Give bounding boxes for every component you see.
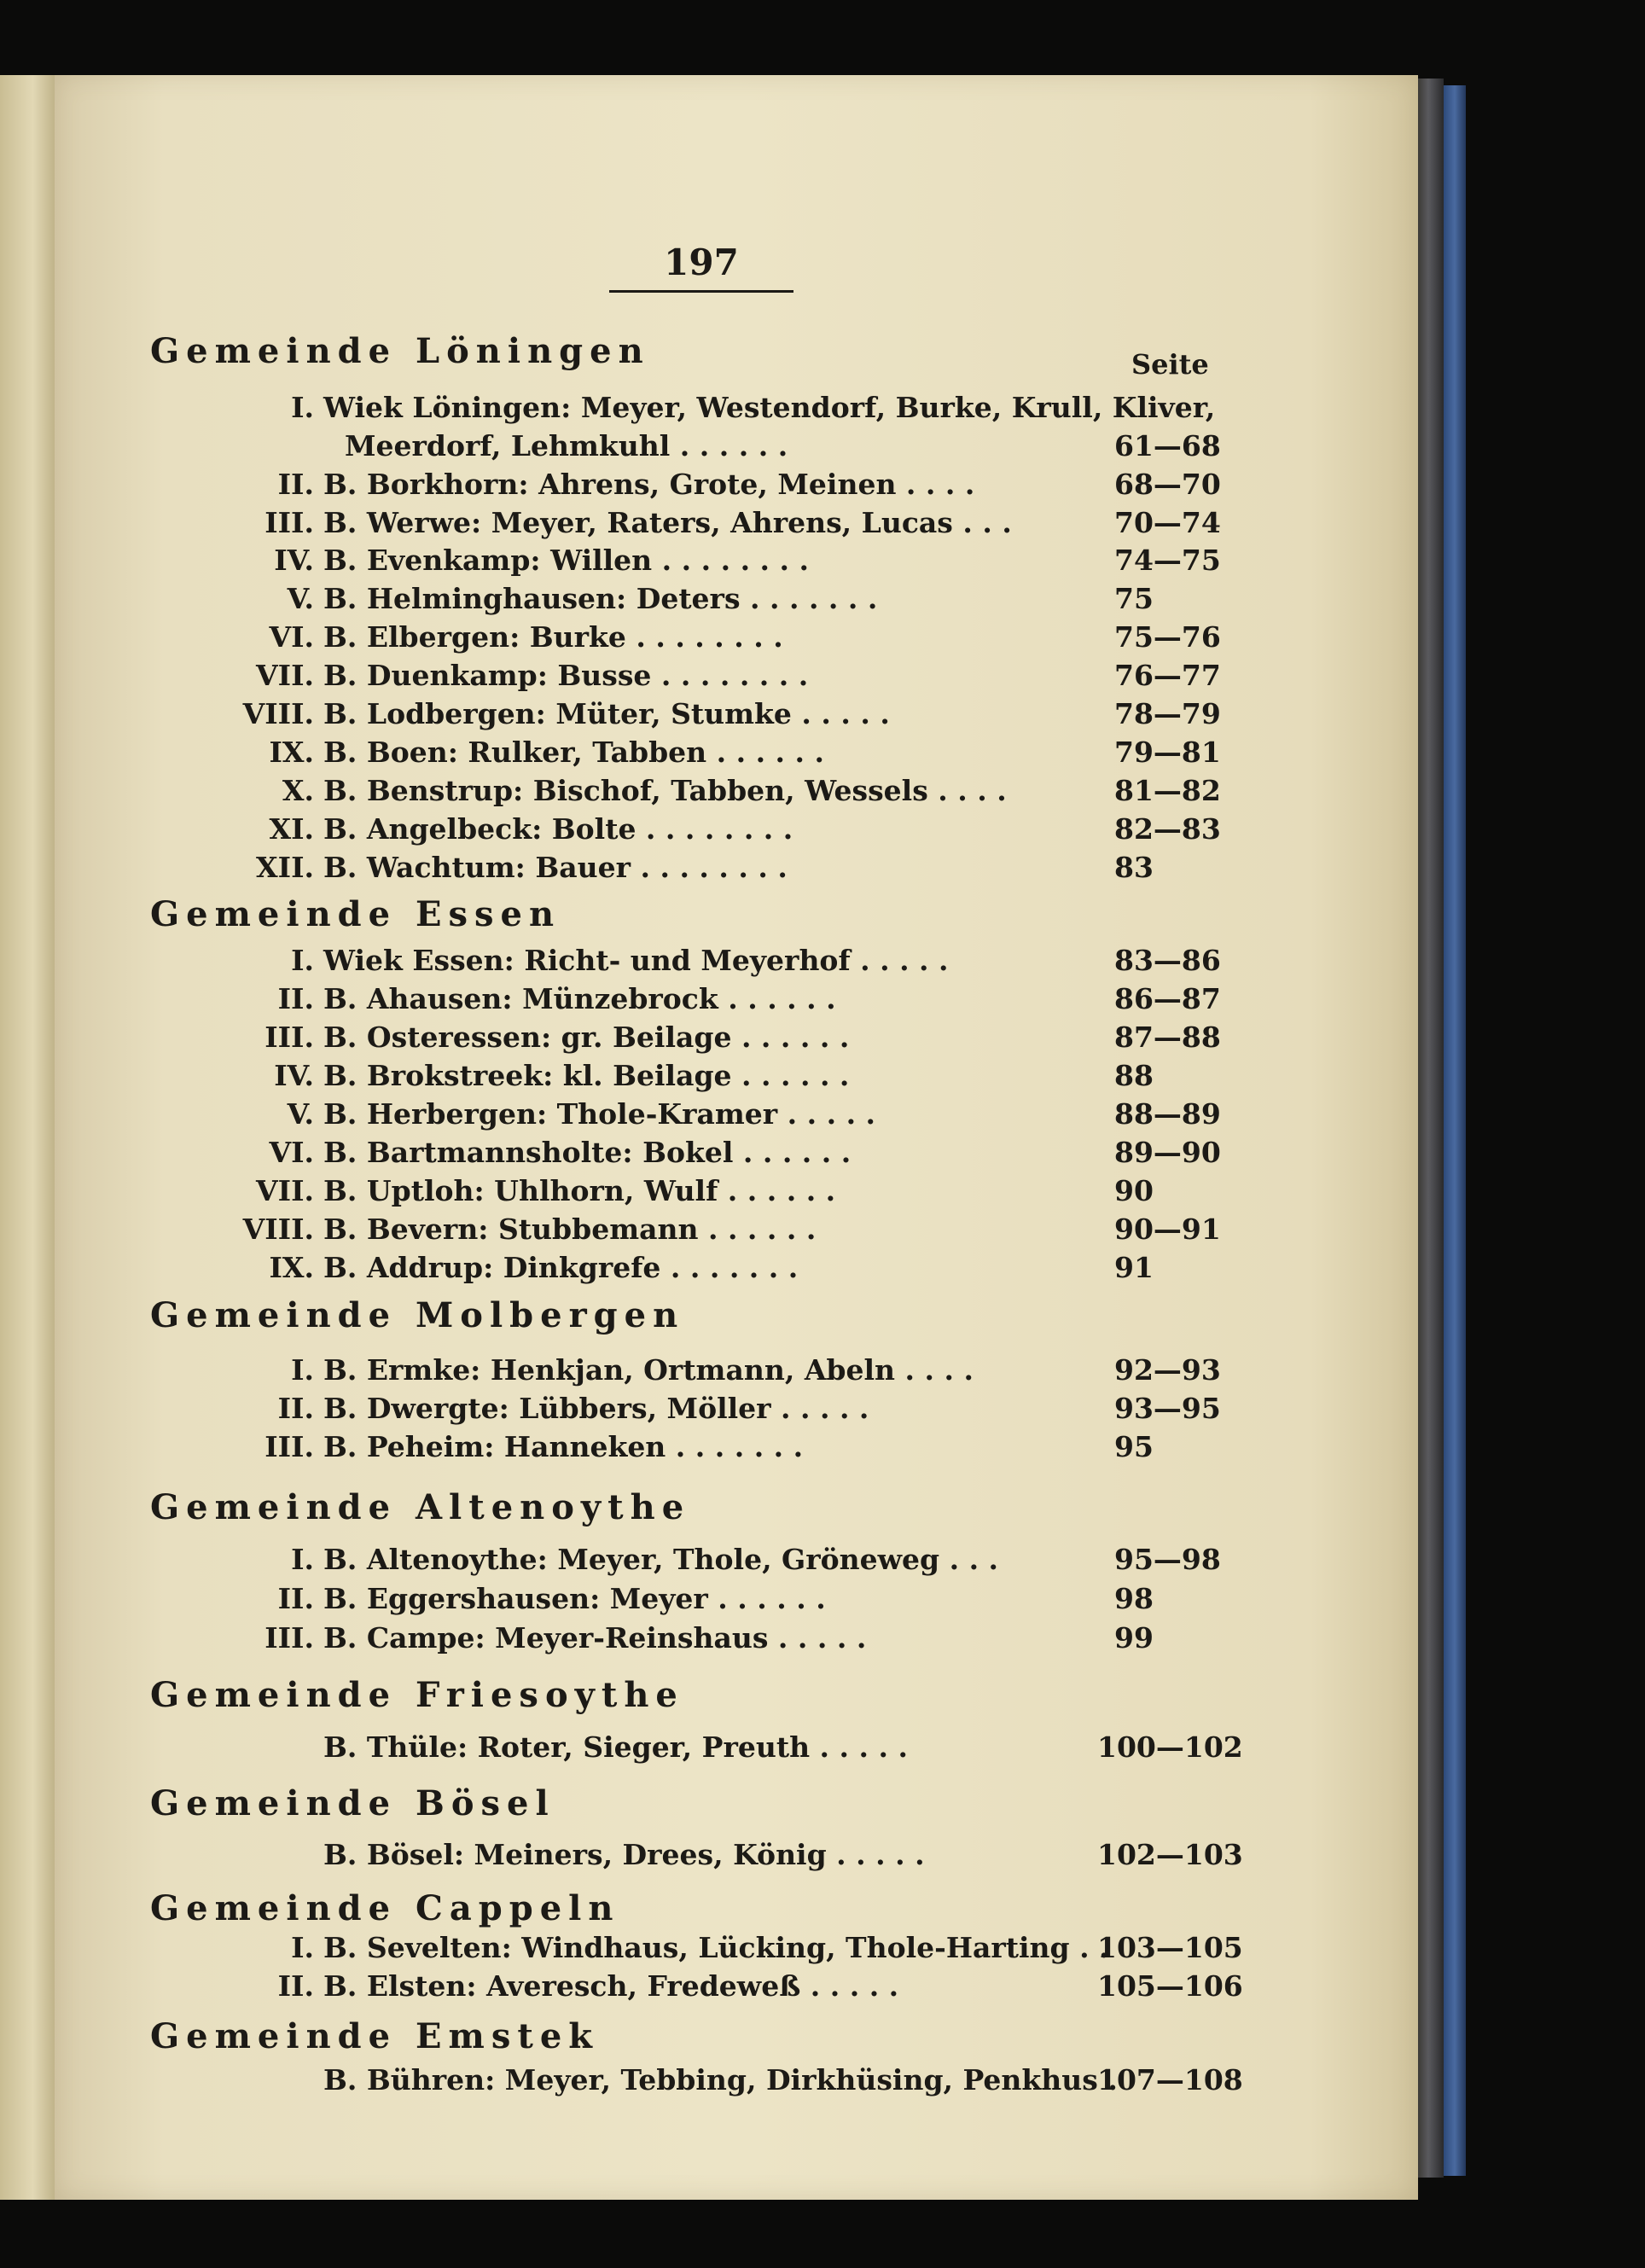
entry-pages: 95 [1114, 1430, 1154, 1463]
entry-text: B. Bevern: Stubbemann . . . . . . [323, 1213, 817, 1246]
toc-entry [55, 944, 1418, 981]
entry-text: B. Lodbergen: Müter, Stumke . . . . . [323, 697, 890, 730]
entry-number: III. [264, 1021, 314, 1054]
entry-number: II. [277, 468, 314, 501]
entry-number: XI. [269, 812, 314, 846]
entry-text: B. Bösel: Meiners, Drees, König . . . . . [323, 1838, 925, 1871]
entry-pages: 70—74 [1114, 506, 1221, 539]
entry-number: VIII. [242, 697, 314, 730]
toc-entry [55, 1021, 1418, 1058]
entry-pages: 83—86 [1114, 944, 1221, 977]
document-page [55, 75, 1418, 2200]
toc-entry [55, 1213, 1418, 1250]
section-heading: Gemeinde Essen [150, 894, 561, 934]
section-heading: Gemeinde Molbergen [150, 1295, 685, 1335]
entry-pages: 78—79 [1114, 697, 1221, 730]
entry-pages: 75 [1114, 582, 1154, 615]
entry-text: B. Angelbeck: Bolte . . . . . . . . [323, 812, 793, 846]
entry-text: B. Ermke: Henkjan, Ortmann, Abeln . . . . [323, 1353, 974, 1387]
entry-pages: 105—106 [1097, 1969, 1243, 2003]
entry-text: B. Benstrup: Bischof, Tabben, Wessels . . . . [323, 774, 1007, 807]
entry-number: VII. [256, 659, 314, 692]
toc-entry [55, 1931, 1418, 1969]
book-spine [1418, 79, 1444, 2178]
entry-text: Wiek Essen: Richt- und Meyerhof . . . . . [323, 944, 949, 977]
toc-entry [55, 1392, 1418, 1429]
toc-entry [55, 1543, 1418, 1580]
toc-entry [55, 1838, 1418, 1875]
toc-entry [55, 1059, 1418, 1096]
entry-number: XII. [256, 851, 314, 884]
entry-pages: 81—82 [1114, 774, 1221, 807]
toc-entry [55, 2063, 1418, 2101]
entry-number: III. [264, 506, 314, 539]
entry-number: VI. [269, 620, 314, 654]
toc-entry [55, 1097, 1418, 1135]
entry-pages: 61—68 [1114, 429, 1221, 462]
toc-entry [55, 620, 1418, 658]
entry-number: III. [264, 1430, 314, 1463]
entry-text: B. Eggershausen: Meyer . . . . . . [323, 1582, 826, 1615]
entry-text: B. Sevelten: Windhaus, Lücking, Thole-Harting . . [323, 1931, 1109, 1964]
toc-entry [55, 1251, 1418, 1288]
toc-entry [55, 1969, 1418, 2007]
entry-pages: 89—90 [1114, 1136, 1221, 1169]
entry-number: VII. [256, 1174, 314, 1207]
entry-number: V. [287, 582, 314, 615]
toc-entry [55, 1174, 1418, 1212]
entry-text: B. Thüle: Roter, Sieger, Preuth . . . . . [323, 1730, 908, 1764]
toc-entry [55, 506, 1418, 544]
entry-text: B. Duenkamp: Busse . . . . . . . . [323, 659, 809, 692]
entry-number: X. [282, 774, 314, 807]
entry-pages: 99 [1114, 1621, 1154, 1654]
entry-number: II. [277, 1969, 314, 2003]
entry-text: B. Bühren: Meyer, Tebbing, Dirkhüsing, Penkhus . [323, 2063, 1118, 2096]
entry-text: B. Brokstreek: kl. Beilage . . . . . . [323, 1059, 850, 1092]
entry-number: II. [277, 1582, 314, 1615]
entry-pages: 88—89 [1114, 1097, 1221, 1131]
entry-number: II. [277, 982, 314, 1015]
entry-number: IX. [269, 1251, 314, 1284]
toc-entry [55, 851, 1418, 888]
entry-number: I. [291, 1353, 314, 1387]
section-heading: Gemeinde Löningen [150, 331, 650, 371]
entry-text: Wiek Löningen: Meyer, Westendorf, Burke, Krull, Kliver, [323, 391, 1216, 424]
entry-number: VI. [269, 1136, 314, 1169]
entry-pages: 75—76 [1114, 620, 1221, 654]
entry-pages: 76—77 [1114, 659, 1221, 692]
entry-number: IV. [274, 544, 314, 577]
section-heading: Gemeinde Altenoythe [150, 1487, 691, 1527]
entry-text: B. Uptloh: Uhlhorn, Wulf . . . . . . [323, 1174, 836, 1207]
entry-number: VIII. [242, 1213, 314, 1246]
entry-text-continued: Meerdorf, Lehmkuhl . . . . . . [345, 429, 788, 462]
entry-text: B. Osteressen: gr. Beilage . . . . . . [323, 1021, 850, 1054]
entry-text: B. Campe: Meyer-Reinshaus . . . . . [323, 1621, 867, 1654]
toc-entry [55, 391, 1418, 428]
entry-text: B. Ahausen: Münzebrock . . . . . . [323, 982, 836, 1015]
entry-number: I. [291, 1931, 314, 1964]
entry-text: B. Elsten: Averesch, Fredeweß . . . . . [323, 1969, 899, 2003]
toc-entry [55, 1730, 1418, 1768]
entry-text: B. Werwe: Meyer, Raters, Ahrens, Lucas . . . [323, 506, 1012, 539]
page-number: 197 [664, 241, 739, 283]
entry-pages: 83 [1114, 851, 1154, 884]
toc-entry [55, 544, 1418, 581]
section-heading: Gemeinde Bösel [150, 1783, 555, 1823]
entry-text: B. Herbergen: Thole-Kramer . . . . . [323, 1097, 876, 1131]
entry-pages: 90—91 [1114, 1213, 1221, 1246]
column-label: Seite [1131, 348, 1209, 381]
entry-number: I. [291, 391, 314, 424]
entry-pages: 100—102 [1097, 1730, 1243, 1764]
toc-entry [55, 1582, 1418, 1620]
toc-entry [55, 582, 1418, 619]
toc-entry [55, 697, 1418, 735]
entry-pages: 98 [1114, 1582, 1154, 1615]
book-cover-edge [1444, 85, 1466, 2176]
entry-number: II. [277, 1392, 314, 1425]
entry-pages: 103—105 [1097, 1931, 1243, 1964]
toc-entry [55, 812, 1418, 850]
entry-text: B. Boen: Rulker, Tabben . . . . . . [323, 736, 824, 769]
entry-pages: 74—75 [1114, 544, 1221, 577]
entry-pages: 107—108 [1097, 2063, 1243, 2096]
toc-entry [55, 659, 1418, 696]
entry-text: B. Helminghausen: Deters . . . . . . . [323, 582, 878, 615]
toc-entry [55, 1430, 1418, 1468]
page-number-rule [609, 290, 793, 293]
entry-number: IV. [274, 1059, 314, 1092]
entry-pages: 87—88 [1114, 1021, 1221, 1054]
toc-entry [55, 1621, 1418, 1659]
entry-text: B. Bartmannsholte: Bokel . . . . . . [323, 1136, 852, 1169]
toc-entry [55, 1136, 1418, 1173]
entry-text: B. Altenoythe: Meyer, Thole, Gröneweg . . . [323, 1543, 999, 1576]
entry-text: B. Elbergen: Burke . . . . . . . . [323, 620, 783, 654]
entry-number: I. [291, 1543, 314, 1576]
entry-pages: 92—93 [1114, 1353, 1221, 1387]
toc-entry [55, 982, 1418, 1020]
left-page-edge [0, 75, 60, 2200]
toc-entry-continuation [55, 429, 1418, 467]
entry-pages: 82—83 [1114, 812, 1221, 846]
entry-text: B. Evenkamp: Willen . . . . . . . . [323, 544, 809, 577]
entry-pages: 91 [1114, 1251, 1154, 1284]
entry-pages: 88 [1114, 1059, 1154, 1092]
section-heading: Gemeinde Cappeln [150, 1888, 620, 1928]
entry-number: III. [264, 1621, 314, 1654]
toc-entry [55, 774, 1418, 811]
entry-text: B. Wachtum: Bauer . . . . . . . . [323, 851, 788, 884]
toc-entry [55, 1353, 1418, 1391]
entry-number: I. [291, 944, 314, 977]
entry-text: B. Peheim: Hanneken . . . . . . . [323, 1430, 804, 1463]
entry-text: B. Addrup: Dinkgrefe . . . . . . . [323, 1251, 799, 1284]
entry-text: B. Dwergte: Lübbers, Möller . . . . . [323, 1392, 869, 1425]
entry-pages: 86—87 [1114, 982, 1221, 1015]
entry-pages: 68—70 [1114, 468, 1221, 501]
toc-entry [55, 736, 1418, 773]
entry-pages: 79—81 [1114, 736, 1221, 769]
toc-entry [55, 468, 1418, 505]
section-heading: Gemeinde Friesoythe [150, 1675, 684, 1715]
entry-text: B. Borkhorn: Ahrens, Grote, Meinen . . . . [323, 468, 975, 501]
entry-number: IX. [269, 736, 314, 769]
entry-pages: 102—103 [1097, 1838, 1243, 1871]
section-heading: Gemeinde Emstek [150, 2016, 599, 2056]
entry-pages: 90 [1114, 1174, 1154, 1207]
entry-pages: 95—98 [1114, 1543, 1221, 1576]
entry-number: V. [287, 1097, 314, 1131]
entry-pages: 93—95 [1114, 1392, 1221, 1425]
